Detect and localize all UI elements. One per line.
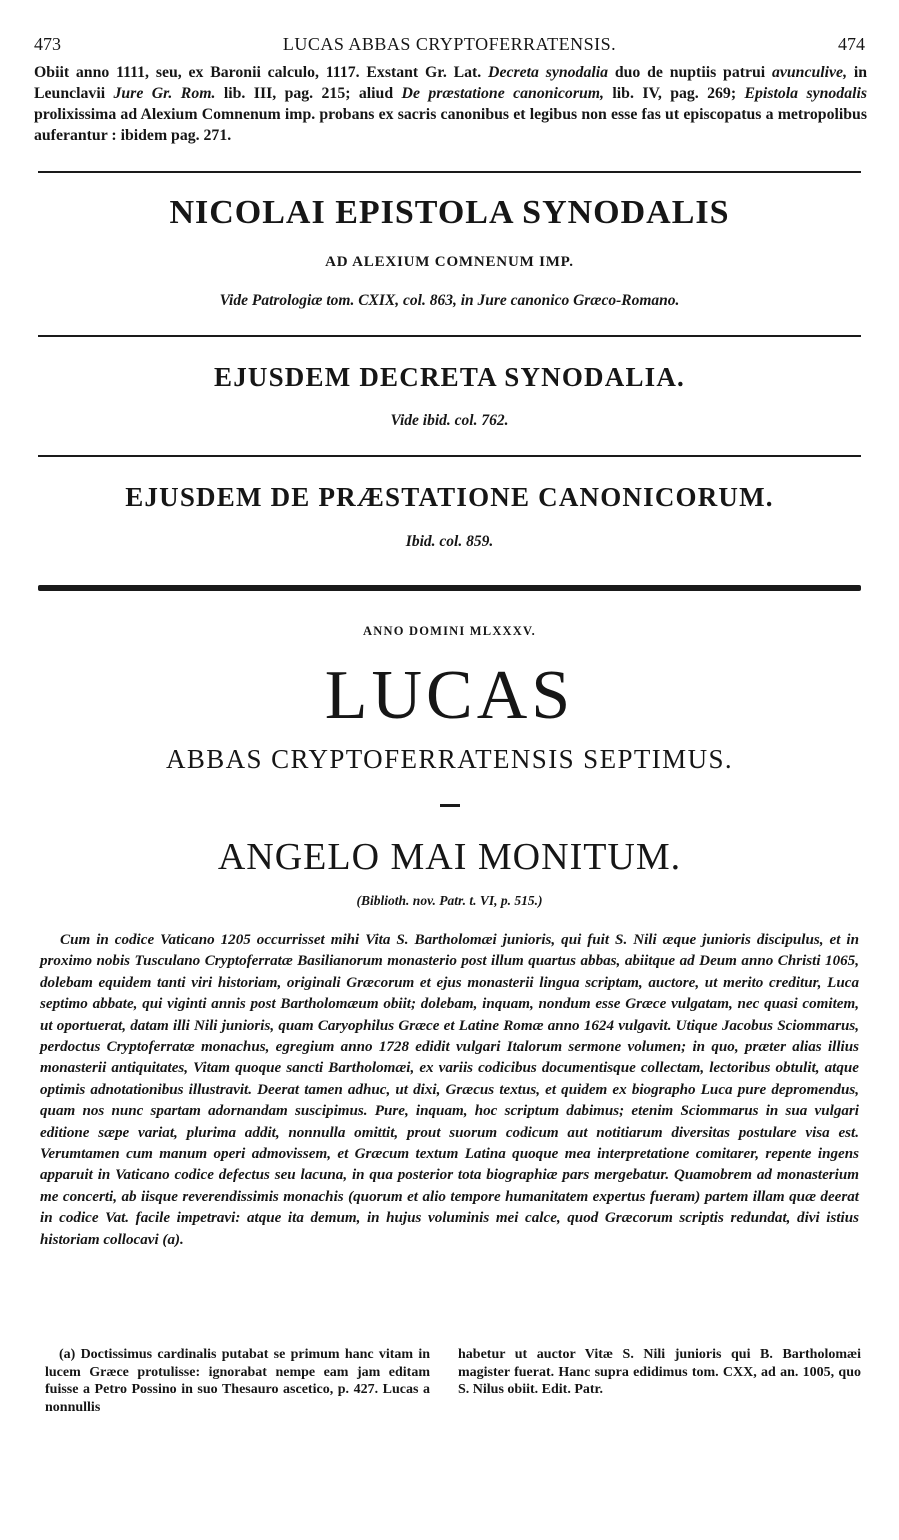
section-reference-praestatione: Ibid. col. 859. — [405, 533, 494, 550]
divider-rule — [38, 335, 861, 337]
intro-text-2: duo de nuptiis patrui — [608, 64, 772, 81]
running-head — [34, 34, 865, 56]
heavy-divider-rule — [38, 585, 861, 591]
footnote-text-left: (a) Doctissimus cardinalis putabat se primum hanc vitam in lucem Græce protulisse: ignorabat nempe eam jam editam fuisse a Petro Possino in suo Thesauro ascetico, p. 427. Lucas a nonnullis — [45, 1347, 430, 1415]
main-subtitle: ABBAS CRYPTOFERRATENSIS SEPTIMUS. — [165, 744, 734, 774]
body-paragraph: Cum in codice Vaticano 1205 occurrisset mihi Vita S. Bartholomæi junioris, qui fuit S. Nili æque junioris discipulus, et in proximo nobis Tusculano Cryptoferratæ Basilianorum monasterio post illum quartus abbas, abiitque ad Deum anno Christi 1065, dolebam equidem tanti viri historiam, originali Græcorum et ejus monasterii lingua scriptam, auctore, ut merito creditur, Luca septimo abbate, qui viginti annis post Bartholomæum obiit; dolebam, inquam, nondum esse Græce vulgatam, nec quasi comitem, ut oportuerat, datam illi Nili junioris, quam Caryophilus Græce et Latine Romæ anno 1624 vulgavit. Utique Jacobus Sciommarus, perdoctus Cryptoferratæ monachus, egregium anno 1728 edidit vulgari Italorum sermone volumen; in quo, præter alias illius monasterii antiquitates, Vitam quoque sancti Bartholomæi, ex variis codicibus documentisque collectam, lectoribus obtulit, atque optimis adnotationibus illustravit. Deerat tamen adhuc, ut dixi, Græcus textus, et quidem ex biographo Luca pure depromendus, quam nos nunc spartam adornandam suscipimus. Pure, inquam, hoc scriptum dabimus; etenim Sciommarus in sua vulgari editione sæpe variat, plurima addit, nonnulla omittit, prout suorum codicum aut notitiarum diversitas postulare visa est. Verumtamen cum manum operi admovissem, et Græcum textum Latina quoque mea interpretatione comitarer, repente ingens apparuit in Vaticano codice defectus seu lacuna, in qua posterior tota biographiæ pars mergebatur. Quamobrem ad monasterium me concerti, ab iisque reverendissimis monachis (quorum et alio tempore humanitatem expertus fueram) partem illam quæ deerat in codice Vat. facile impetravi: atque ita demum, in hujus voluminis mei calce, quod Græcorum scriptis redundat, divi istius historiam collocavi (a). — [40, 932, 859, 1248]
running-title: LUCAS ABBAS CRYPTOFERRATENSIS. — [282, 34, 617, 54]
monitum-heading: ANGELO MAI MONITUM. — [217, 836, 682, 878]
footnote-right-column — [458, 1346, 861, 1399]
intro-italic-2: avunculive, — [771, 64, 848, 81]
intro-text-3: in Leunclavii — [34, 64, 867, 102]
intro-text-4: lib. III, pag. 215; aliud — [215, 85, 402, 102]
section-reference-decreta: Vide ibid. col. 762. — [390, 412, 509, 429]
section-subtitle-epistola: AD ALEXIUM COMNENUM IMP. — [325, 254, 574, 270]
section-title-praestatione: EJUSDEM DE PRÆSTATIONE CANONICORUM. — [125, 482, 774, 512]
intro-italic-5: Epistola synodalis — [744, 85, 868, 102]
section-title-decreta: EJUSDEM DECRETA SYNODALIA. — [213, 362, 686, 392]
intro-text-1: Obiit anno 1111, seu, ex Baronii calculo, 1117. Exstant Gr. Lat. — [34, 64, 489, 81]
divider-rule — [38, 455, 861, 457]
footnote-left-column — [45, 1346, 430, 1416]
page-number-right: 474 — [838, 34, 865, 54]
footnote-text-right: habetur ut auctor Vitæ S. Nili junioris qui B. Bartholomæi magister fuerat. Hanc supra edidimus tom. CXX, ad an. 1005, quo S. Nilus obiit. Edit. Patr. — [458, 1347, 861, 1398]
intro-text-5: lib. IV, pag. 269; — [604, 85, 745, 102]
main-title-lucas: LUCAS — [324, 657, 575, 734]
intro-italic-3: Jure Gr. Rom. — [113, 85, 216, 102]
monitum-body — [40, 930, 859, 1251]
bibliographic-reference: (Biblioth. nov. Patr. t. VI, p. 515.) — [356, 893, 543, 908]
anno-domini-line: ANNO DOMINI MLXXXV. — [363, 624, 536, 638]
section-reference-epistola: Vide Patrologiæ tom. CXIX, col. 863, in Jure canonico Græco-Romano. — [219, 292, 680, 309]
short-dash — [440, 804, 460, 807]
divider-rule — [38, 171, 861, 173]
section-title-epistola: NICOLAI EPISTOLA SYNODALIS — [169, 194, 730, 231]
intro-italic-1: Decreta synodalia — [488, 64, 609, 81]
page-number-left: 473 — [34, 34, 61, 54]
intro-paragraph — [34, 62, 867, 146]
intro-text-6: prolixissima ad Alexium Comnenum imp. probans ex sacris canonibus et legibus non esse fas ut episcopatus a metropolibus auferantur : ibidem pag. 271. — [34, 106, 867, 144]
intro-italic-4: De præstatione canonicorum, — [401, 85, 604, 102]
